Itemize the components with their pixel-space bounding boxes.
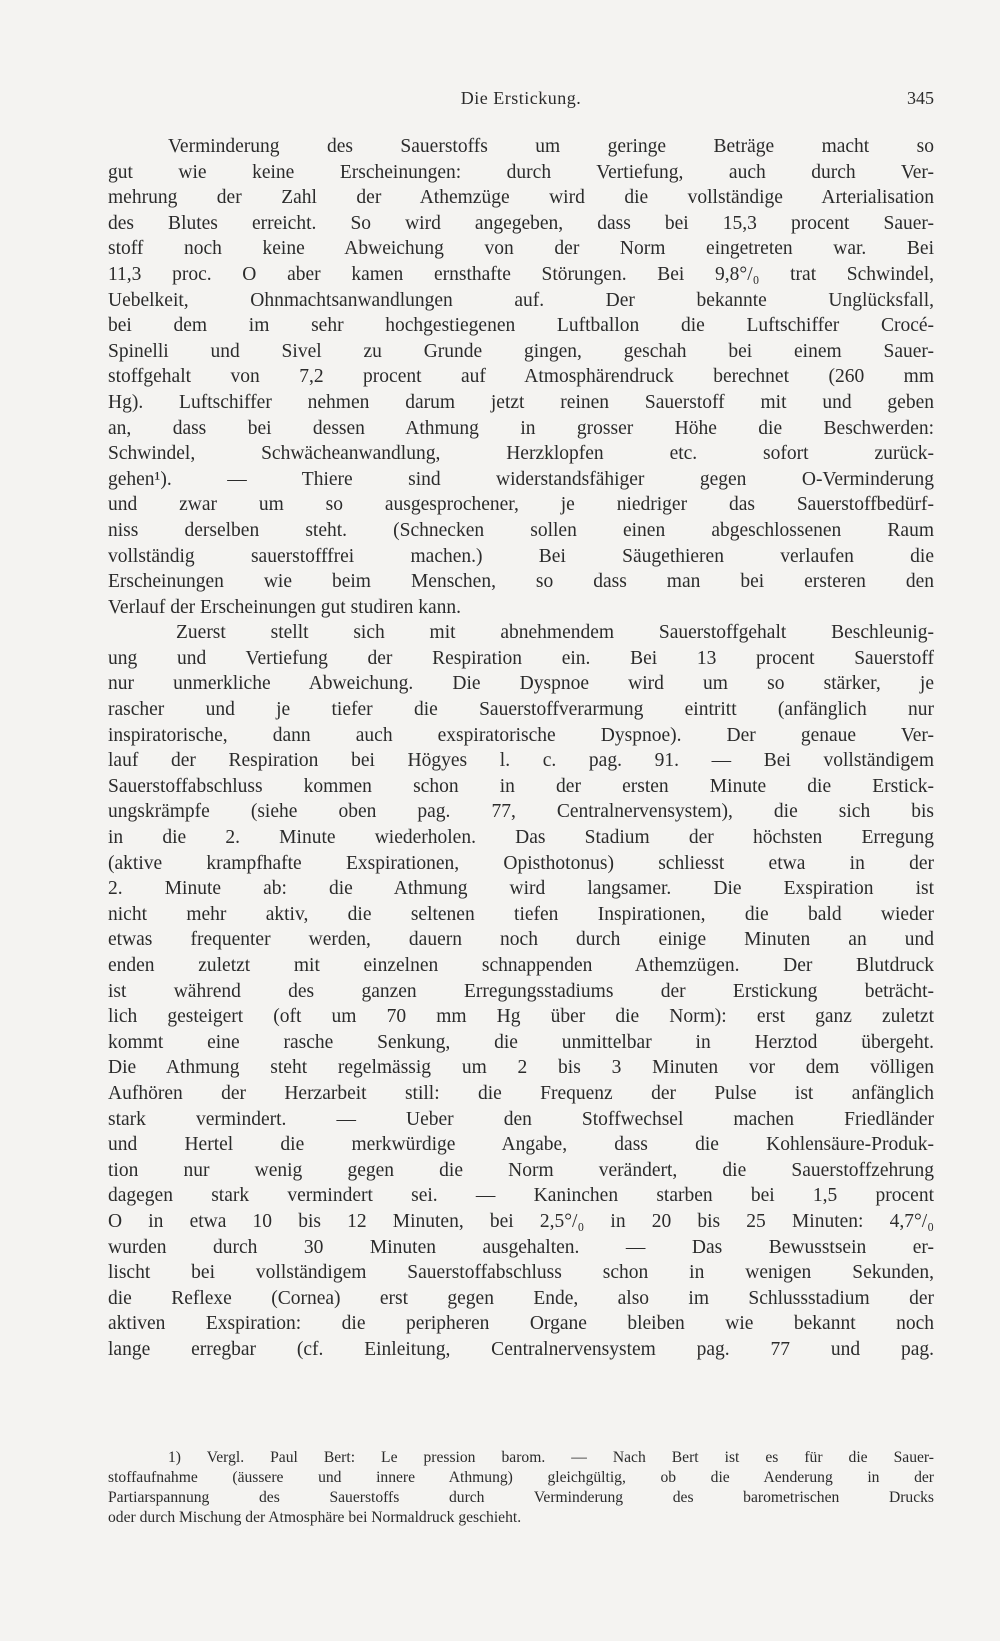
footnote-rule bbox=[108, 1441, 934, 1442]
text-line: und zwar um so ausgesprochener, je niedriger das Sauerstoffbedürf- bbox=[108, 494, 934, 516]
text-line: ungskrämpfe (siehe oben pag. 77, Centralnervensystem), die sich bis bbox=[108, 801, 934, 823]
footnote-line: stoffaufnahme (äussere und innere Athmung) gleichgültig, ob die Aenderung in der bbox=[108, 1469, 934, 1486]
text-line: Die Athmung steht regelmässig um 2 bis 3 Minuten vor dem völligen bbox=[108, 1057, 934, 1079]
text-line: (aktive krampfhafte Exspirationen, Opisthotonus) schliesst etwa in der bbox=[108, 852, 934, 874]
text-line: stoffgehalt von 7,2 procent auf Atmosphärendruck berechnet (260 mm bbox=[108, 366, 934, 388]
text-line: rascher und je tiefer die Sauerstoffverarmung eintritt (anfänglich nur bbox=[108, 699, 934, 721]
text-line: etwas frequenter werden, dauern noch durch einige Minuten an und bbox=[108, 929, 934, 951]
text-line: gehen¹). — Thiere sind widerstandsfähiger gegen O-Verminderung bbox=[108, 468, 934, 490]
text-line: Erscheinungen wie beim Menschen, so dass man bei ersteren den bbox=[108, 571, 934, 593]
footnotes bbox=[108, 1448, 934, 1528]
page-number: 345 bbox=[907, 88, 934, 108]
text-line: ung und Vertiefung der Respiration ein. Bei 13 procent Sauerstoff bbox=[108, 647, 934, 669]
text-line: aktiven Exspiration: die peripheren Organe bleiben wie bekannt noch bbox=[108, 1313, 934, 1335]
text-line: Aufhören der Herzarbeit still: die Frequenz der Pulse ist anfänglich bbox=[108, 1082, 934, 1104]
footnote-line: Partiarspannung des Sauerstoffs durch Verminderung des barometrischen Drucks bbox=[108, 1489, 934, 1506]
text-line: wurden durch 30 Minuten ausgehalten. — Das Bewusstsein er- bbox=[108, 1236, 934, 1258]
text-line: kommt eine rasche Senkung, die unmittelbar in Herztod übergeht. bbox=[108, 1031, 934, 1053]
text-line: Hg). Luftschiffer nehmen darum jetzt reinen Sauerstoff mit und geben bbox=[108, 391, 934, 413]
text-line: Uebelkeit, Ohnmachtsanwandlungen auf. Der bekannte Unglücksfall, bbox=[108, 289, 934, 311]
text-line: stoff noch keine Abweichung von der Norm eingetreten war. Bei bbox=[108, 238, 934, 260]
page-header bbox=[108, 88, 934, 114]
text-line: lange erregbar (cf. Einleitung, Centralnervensystem pag. 77 und pag. bbox=[108, 1338, 934, 1360]
text-line: bei dem im sehr hochgestiegenen Luftballon die Luftschiffer Crocé- bbox=[108, 315, 934, 337]
text-line: enden zuletzt mit einzelnen schnappenden Athemzügen. Der Blutdruck bbox=[108, 955, 934, 976]
text-line: die Reflexe (Cornea) erst gegen Ende, also im Schlussstadium der bbox=[108, 1287, 934, 1309]
text-line: und Hertel die merkwürdige Angabe, dass die Kohlensäure-Produk- bbox=[108, 1134, 934, 1156]
text-line: an, dass bei dessen Athmung in grosser Höhe die Beschwerden: bbox=[108, 417, 934, 439]
text-line: in die 2. Minute wiederholen. Das Stadium der höchsten Erregung bbox=[108, 827, 934, 849]
text-line: gut wie keine Erscheinungen: durch Vertiefung, auch durch Ver- bbox=[108, 161, 934, 183]
text-line: lischt bei vollständigem Sauerstoffabschluss schon in wenigen Sekunden, bbox=[108, 1262, 934, 1284]
text-line: Spinelli und Sivel zu Grunde gingen, geschah bei einem Sauer- bbox=[108, 340, 934, 362]
text-line: mehrung der Zahl der Athemzüge wird die vollständige Arterialisation bbox=[108, 187, 934, 209]
text-line: des Blutes erreicht. So wird angegeben, dass bei 15,3 procent Sauer- bbox=[108, 212, 934, 234]
text-line: 2. Minute ab: die Athmung wird langsamer. Die Exspiration ist bbox=[108, 878, 934, 900]
text-line: Verlauf der Erscheinungen gut studiren kann. bbox=[108, 596, 462, 618]
text-line: Schwindel, Schwächeanwandlung, Herzklopfen etc. sofort zurück- bbox=[108, 443, 934, 465]
text-line: Sauerstoffabschluss kommen schon in der ersten Minute die Erstick- bbox=[108, 775, 934, 797]
text-line: tion nur wenig gegen die Norm verändert, die Sauerstoffzehrung bbox=[108, 1159, 934, 1181]
text-line: 11,3 proc. O aber kamen ernsthafte Störungen. Bei 9,8°/₀ trat Schwindel, bbox=[108, 263, 934, 285]
running-title: Die Erstickung. bbox=[460, 88, 582, 108]
footnote-line: 1) Vergl. Paul Bert: Le pression barom. — Nach Bert ist es für die Sauer- bbox=[168, 1449, 934, 1466]
text-line: niss derselben steht. (Schnecken sollen einen abgeschlossenen Raum bbox=[108, 519, 934, 541]
text-line: ist während des ganzen Erregungsstadiums der Erstickung beträcht- bbox=[108, 980, 934, 1002]
text-line: inspiratorische, dann auch exspiratorische Dyspnoe). Der genaue Ver- bbox=[108, 724, 934, 746]
text-line: nur unmerkliche Abweichung. Die Dyspnoe wird um so stärker, je bbox=[108, 673, 934, 695]
footnote-line: oder durch Mischung der Atmosphäre bei Normaldruck geschieht. bbox=[108, 1509, 522, 1526]
text-line: nicht mehr aktiv, die seltenen tiefen Inspirationen, die bald wieder bbox=[108, 903, 934, 925]
text-line: dagegen stark vermindert sei. — Kaninchen starben bei 1,5 procent bbox=[108, 1185, 934, 1207]
body-text bbox=[108, 134, 934, 1363]
text-line: Zuerst stellt sich mit abnehmendem Sauerstoffgehalt Beschleunig- bbox=[176, 622, 934, 644]
text-line: vollständig sauerstofffrei machen.) Bei Säugethieren verlaufen die bbox=[108, 545, 934, 567]
text-line: stark vermindert. — Ueber den Stoffwechsel machen Friedländer bbox=[108, 1108, 934, 1130]
text-line: O in etwa 10 bis 12 Minuten, bei 2,5°/₀ in 20 bis 25 Minuten: 4,7°/₀ bbox=[108, 1210, 934, 1232]
text-line: Verminderung des Sauerstoffs um geringe Beträge macht so bbox=[168, 136, 934, 157]
text-line: lauf der Respiration bei Högyes l. c. pag. 91. — Bei vollständigem bbox=[108, 750, 934, 772]
text-line: lich gesteigert (oft um 70 mm Hg über die Norm): erst ganz zuletzt bbox=[108, 1006, 934, 1028]
